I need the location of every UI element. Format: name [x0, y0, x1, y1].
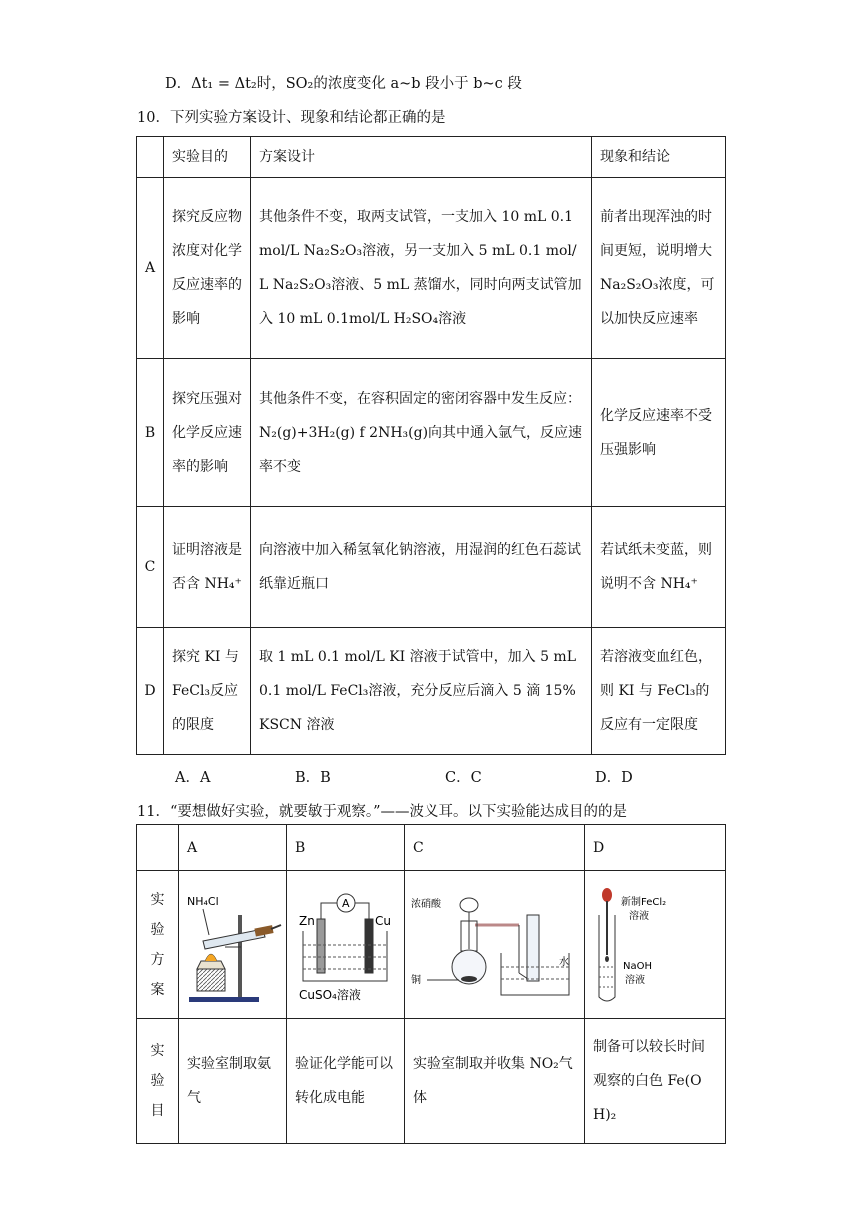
q11-header-row — [137, 825, 726, 871]
figure-d-bottom: NaOH — [623, 960, 652, 972]
q10-stem: 10．下列实验方案设计、现象和结论都正确的是 — [137, 110, 446, 126]
header-result: 现象和结论 — [592, 137, 726, 178]
q11-scheme-row — [137, 871, 726, 1019]
row-result: 化学反应速率不受压强影响 — [592, 359, 726, 507]
row-purpose: 证明溶液是否含 NH₄⁺ — [164, 507, 251, 628]
row-design: 其他条件不变，取两支试管，一支加入 10 mL 0.1 mol/L Na₂S₂O₃溶液，另一支加入 5 mL 0.1 mol/L Na₂S₂O₃溶液、5 mL 蒸馏水，同时向两支试管加入 10 mL 0.1mol/L H₂SO₄溶液 — [251, 178, 592, 359]
figure-a-label: NH₄Cl — [187, 894, 219, 908]
header-design: 方案设计 — [251, 137, 592, 178]
row-purpose: 探究 KI 与 FeCl₃反应的限度 — [164, 628, 251, 755]
figure-a-cell — [179, 871, 287, 1019]
figure-a-ammonia-apparatus — [183, 885, 283, 1005]
goal-c: 实验室制取并收集 NO₂气体 — [405, 1019, 585, 1144]
row-design: 向溶液中加入稀氢氧化钠溶液，用湿润的红色石蕊试纸靠近瓶口 — [251, 507, 592, 628]
goal-a: 实验室制取氨气 — [179, 1019, 287, 1144]
header-a: A — [179, 825, 287, 871]
figure-d-top2: 溶液 — [629, 910, 649, 922]
option-d[interactable]: D．D — [595, 770, 633, 786]
header-blank — [137, 137, 164, 178]
q10-options — [0, 766, 860, 786]
figure-c-water: 水 — [559, 956, 569, 968]
figure-d-feoh2-apparatus — [589, 885, 719, 1005]
figure-b-zn: Zn — [299, 913, 315, 928]
figure-c-cell — [405, 871, 585, 1019]
q11-table — [136, 824, 726, 1144]
row-result: 若溶液变血红色，则 KI 与 FeCl₃的反应有一定限度 — [592, 628, 726, 755]
figure-b-galvanic-cell — [291, 885, 401, 1005]
goal-label: 实验目 — [137, 1019, 179, 1144]
q10-row-c — [137, 507, 726, 628]
scheme-label: 实验方案 — [137, 871, 179, 1019]
q11-stem: 11．“要想做好实验，就要敏于观察。”——波义耳。以下实验能达成目的的是 — [137, 804, 628, 820]
figure-d-bottom2: 溶液 — [625, 974, 645, 986]
option-a[interactable]: A．A — [175, 770, 211, 786]
row-label: B — [137, 359, 164, 507]
row-label: D — [137, 628, 164, 755]
row-design: 取 1 mL 0.1 mol/L KI 溶液于试管中，加入 5 mL 0.1 mol/L FeCl₃溶液，充分反应后滴入 5 滴 15% KSCN 溶液 — [251, 628, 592, 755]
figure-d-top: 新制FeCl₂ — [621, 896, 667, 908]
goal-d: 制备可以较长时间观察的白色 Fe(OH)₂ — [585, 1019, 726, 1144]
row-purpose: 探究反应物浓度对化学反应速率的影响 — [164, 178, 251, 359]
q9-option-d: D．Δt₁ = Δt₂时，SO₂的浓度变化 a~b 段小于 b~c 段 — [165, 76, 522, 92]
q11-goal-row — [137, 1019, 726, 1144]
header-c: C — [405, 825, 585, 871]
q10-row-d — [137, 628, 726, 755]
goal-b: 验证化学能可以转化成电能 — [287, 1019, 405, 1144]
option-c[interactable]: C．C — [445, 770, 482, 786]
header-blank — [137, 825, 179, 871]
header-d: D — [585, 825, 726, 871]
figure-b-solution: CuSO₄溶液 — [299, 987, 361, 1002]
row-label: C — [137, 507, 164, 628]
header-purpose: 实验目的 — [164, 137, 251, 178]
q10-table — [136, 136, 726, 755]
row-result: 前者出现浑浊的时间更短，说明增大Na₂S₂O₃浓度，可以加快反应速率 — [592, 178, 726, 359]
q10-row-b — [137, 359, 726, 507]
row-purpose: 探究压强对化学反应速率的影响 — [164, 359, 251, 507]
row-design: 其他条件不变，在容积固定的密闭容器中发生反应：N₂(g)+3H₂(g) f 2NH₃(g)向其中通入氩气，反应速率不变 — [251, 359, 592, 507]
figure-d-cell — [585, 871, 726, 1019]
figure-c-metal: 铜 — [411, 974, 421, 986]
row-label: A — [137, 178, 164, 359]
q10-header-row — [137, 137, 726, 178]
figure-c-no2-apparatus — [409, 885, 579, 1005]
q10-row-a — [137, 178, 726, 359]
header-b: B — [287, 825, 405, 871]
figure-b-cu: Cu — [375, 913, 391, 928]
option-b[interactable]: B．B — [295, 770, 331, 786]
figure-b-meter: A — [342, 896, 350, 910]
figure-c-acid: 浓硝酸 — [411, 898, 441, 910]
figure-b-cell — [287, 871, 405, 1019]
row-result: 若试纸未变蓝，则说明不含 NH₄⁺ — [592, 507, 726, 628]
